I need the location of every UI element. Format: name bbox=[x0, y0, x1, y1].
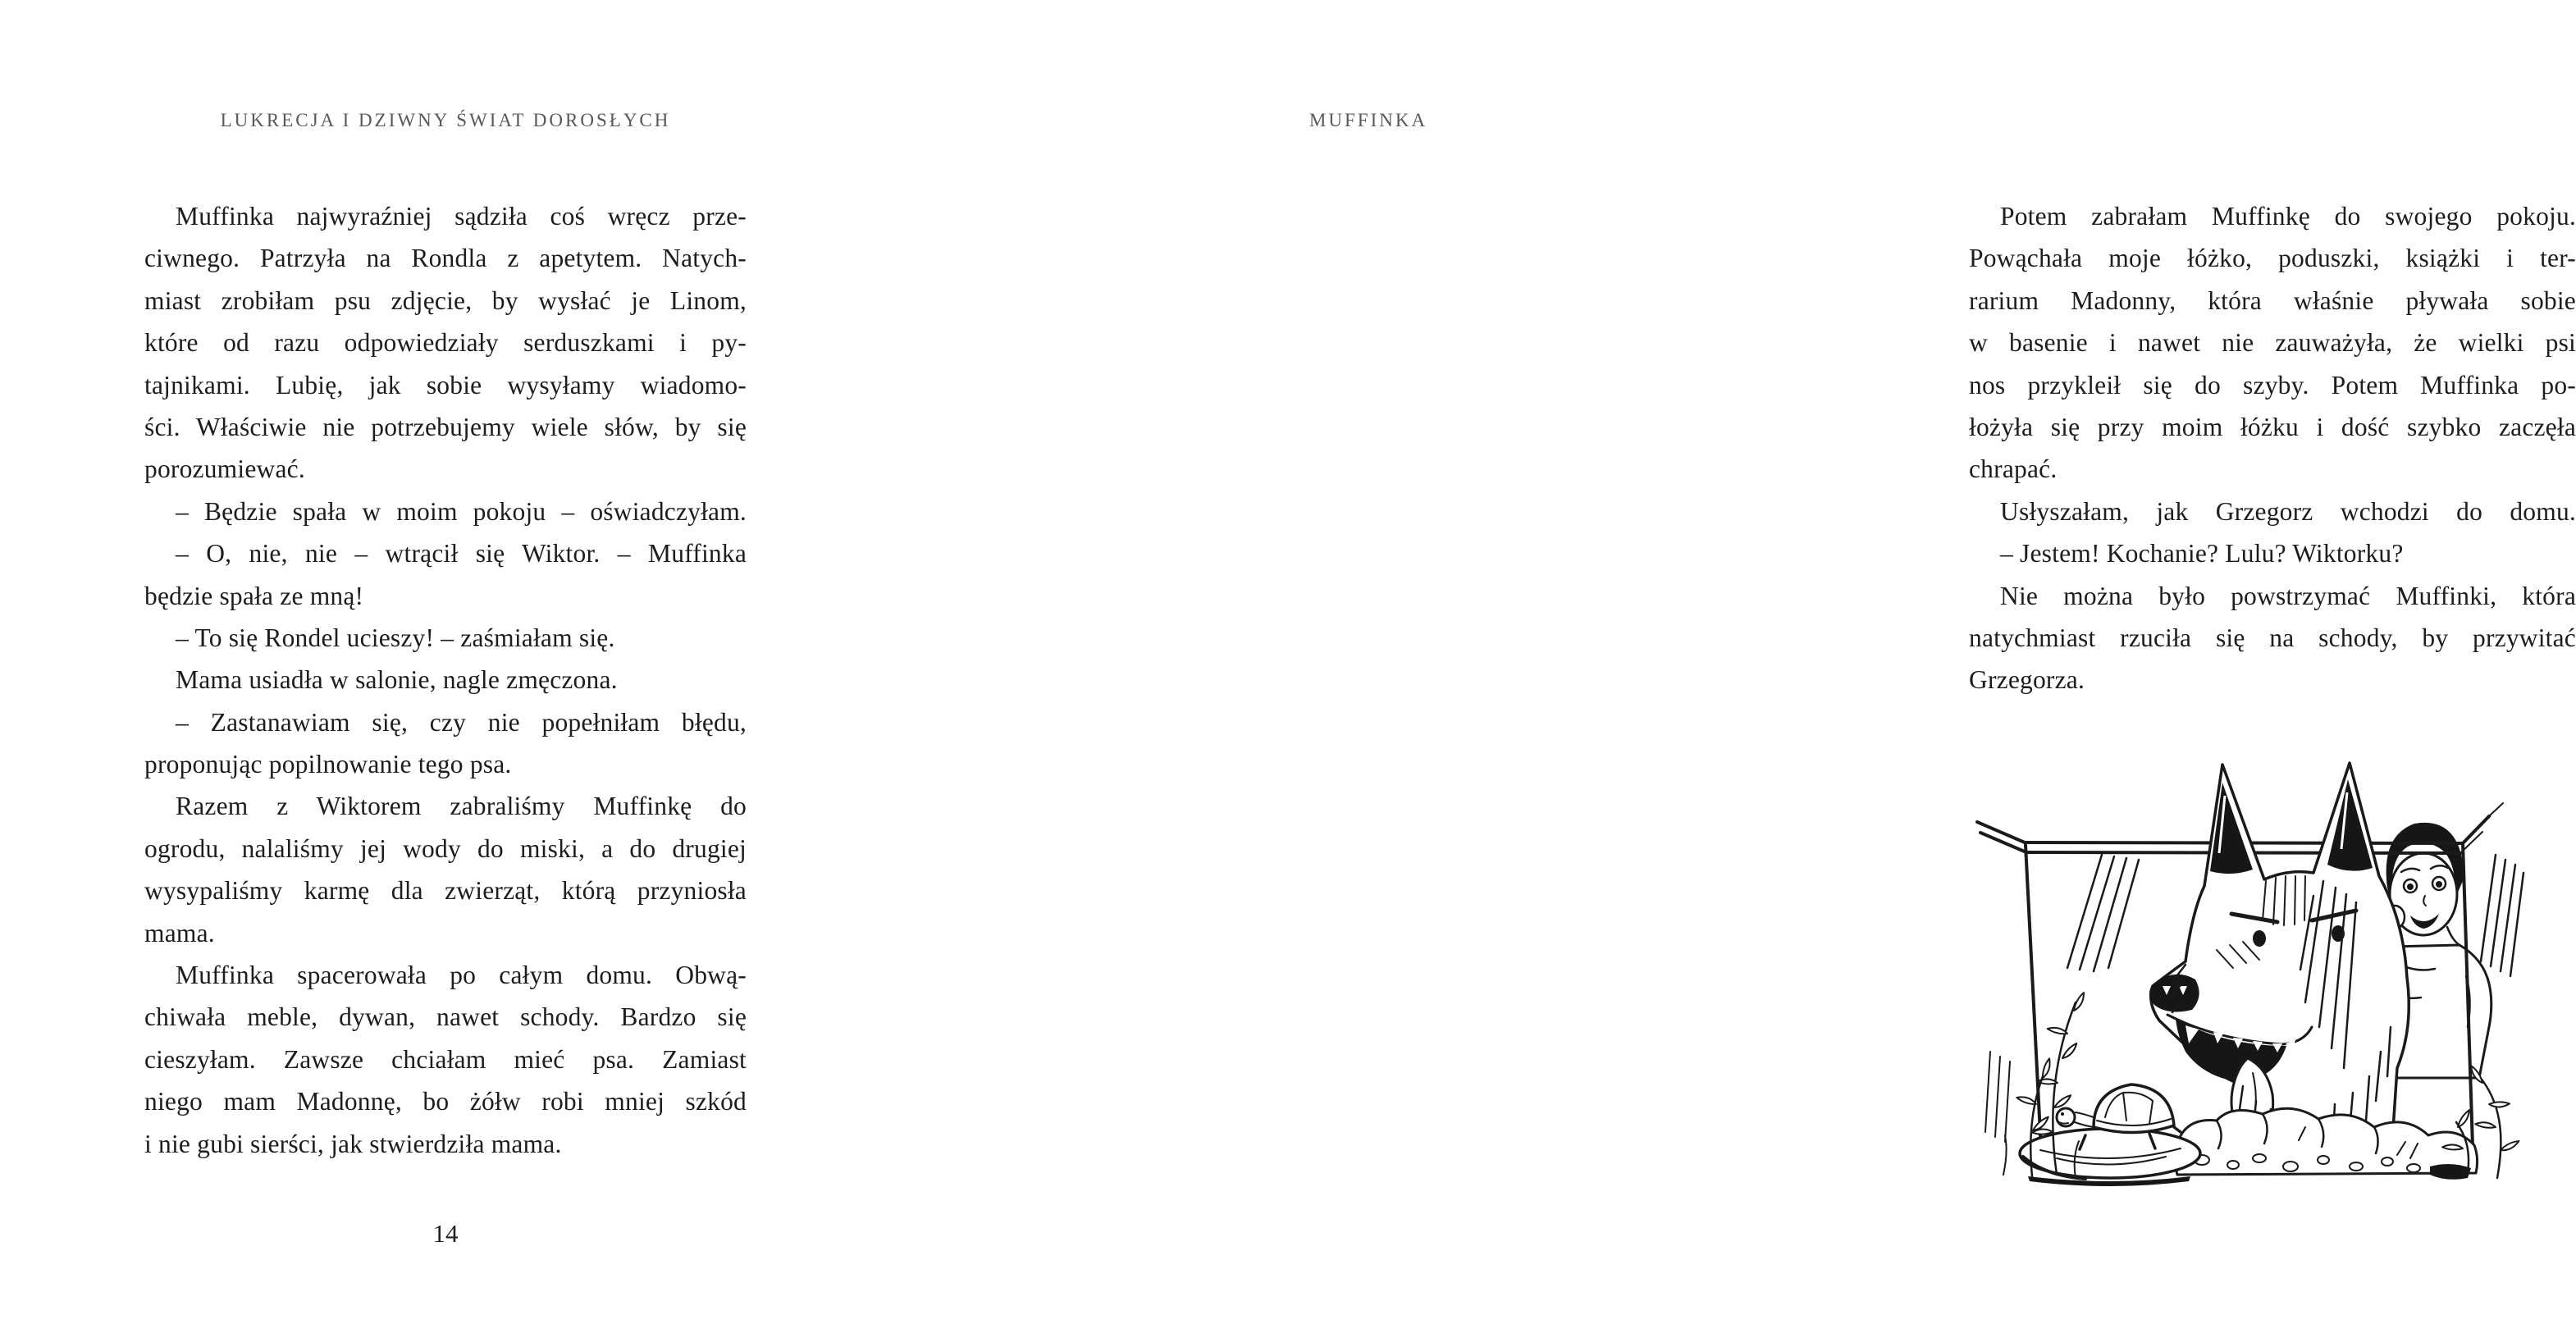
text-line: – O, nie, nie – wtrącił się Wiktor. – Muffinka bbox=[176, 539, 747, 568]
text-line: łożyła się przy moim łóżku i dość szybko zaczęła bbox=[1969, 412, 2576, 441]
terrarium-illustration bbox=[1971, 756, 2522, 1185]
dog-left-eye bbox=[2253, 930, 2266, 947]
page-number: 14 bbox=[432, 1219, 459, 1248]
text-line: mama. bbox=[144, 918, 215, 947]
text-line: – To się Rondel ucieszy! – zaśmiałam się. bbox=[176, 623, 615, 652]
text-line: Razem z Wiktorem zabraliśmy Muffinkę do bbox=[176, 792, 747, 821]
text-line: niego mam Madonnę, bo żółw robi mniej szkód bbox=[144, 1087, 747, 1116]
text-line: chrapać. bbox=[1969, 454, 2058, 484]
left-page-body bbox=[144, 195, 747, 1165]
text-line: wysypaliśmy karmę dla zwierząt, którą przyniosła bbox=[144, 876, 747, 906]
text-line: proponując popilnowanie tego psa. bbox=[144, 750, 512, 779]
text-line: – Będzie spała w moim pokoju – oświadczyłam. bbox=[176, 496, 747, 526]
left-running-header: LUKRECJA I DZIWNY ŚWIAT DOROSŁYCH bbox=[220, 110, 671, 130]
text-line: Powąchała moje łóżko, poduszki, książki i ter- bbox=[1969, 244, 2576, 273]
text-line: – Jestem! Kochanie? Lulu? Wiktorku? bbox=[2000, 539, 2404, 568]
text-line: miast zrobiłam psu zdjęcie, by wysłać je Linom, bbox=[144, 285, 747, 315]
dog-figure bbox=[2149, 763, 2409, 1146]
water-dish bbox=[2020, 1129, 2200, 1186]
text-line: Grzegorza. bbox=[1969, 665, 2085, 695]
text-line: będzie spała ze mną! bbox=[144, 581, 364, 610]
text-line: w basenie i nawet nie zauważyła, że wielki psi bbox=[1969, 328, 2576, 358]
dog-head bbox=[2151, 763, 2409, 1146]
text-line: ciwnego. Patrzyła na Rondla z apetytem. Natych- bbox=[144, 244, 747, 273]
text-line: nos przykleił się do szyby. Potem Muffinka po- bbox=[1969, 370, 2576, 399]
text-line: Nie można było powstrzymać Muffinki, która bbox=[2000, 581, 2576, 610]
text-line: ogrodu, nalaliśmy jej wody do miski, a do drugiej bbox=[144, 833, 747, 863]
text-line: porozumiewać. bbox=[144, 454, 305, 484]
text-line: Muffinka najwyraźniej sądziła coś wręcz prze- bbox=[176, 202, 747, 231]
text-line: które od razu odpowiedziały serduszkami i py- bbox=[144, 328, 747, 358]
text-line: rarium Madonny, która właśnie pływała sobie bbox=[1969, 285, 2576, 315]
text-line: Potem zabrałam Muffinkę do swojego pokoju. bbox=[2000, 202, 2576, 231]
text-line: i nie gubi sierści, jak stwierdziła mama. bbox=[144, 1129, 562, 1158]
text-line: – Zastanawiam się, czy nie popełniłam błędu, bbox=[176, 707, 747, 737]
text-line: ści. Właściwie nie potrzebujemy wiele słów, by się bbox=[144, 412, 747, 441]
text-line: Mama usiadła w salonie, nagle zmęczona. bbox=[176, 665, 618, 695]
text-line: Usłyszałam, jak Grzegorz wchodzi do domu. bbox=[2000, 496, 2576, 526]
text-line: cieszyłam. Zawsze chciałam mieć psa. Zamiast bbox=[144, 1044, 747, 1074]
text-line: chiwała meble, dywan, nawet schody. Bardzo się bbox=[144, 1002, 747, 1032]
left-page bbox=[0, 0, 904, 1324]
rocks-ground bbox=[2175, 1108, 2478, 1180]
right-running-header: MUFFINKA bbox=[1309, 110, 1428, 130]
right-page-body bbox=[1969, 195, 2576, 701]
right-page bbox=[904, 0, 2576, 1324]
text-line: tajnikami. Lubię, jak sobie wysyłamy wiadomo- bbox=[144, 370, 747, 399]
text-line: Muffinka spacerowała po całym domu. Obwą- bbox=[176, 961, 747, 990]
text-line: natychmiast rzuciła się na schody, by przywitać bbox=[1969, 623, 2576, 652]
